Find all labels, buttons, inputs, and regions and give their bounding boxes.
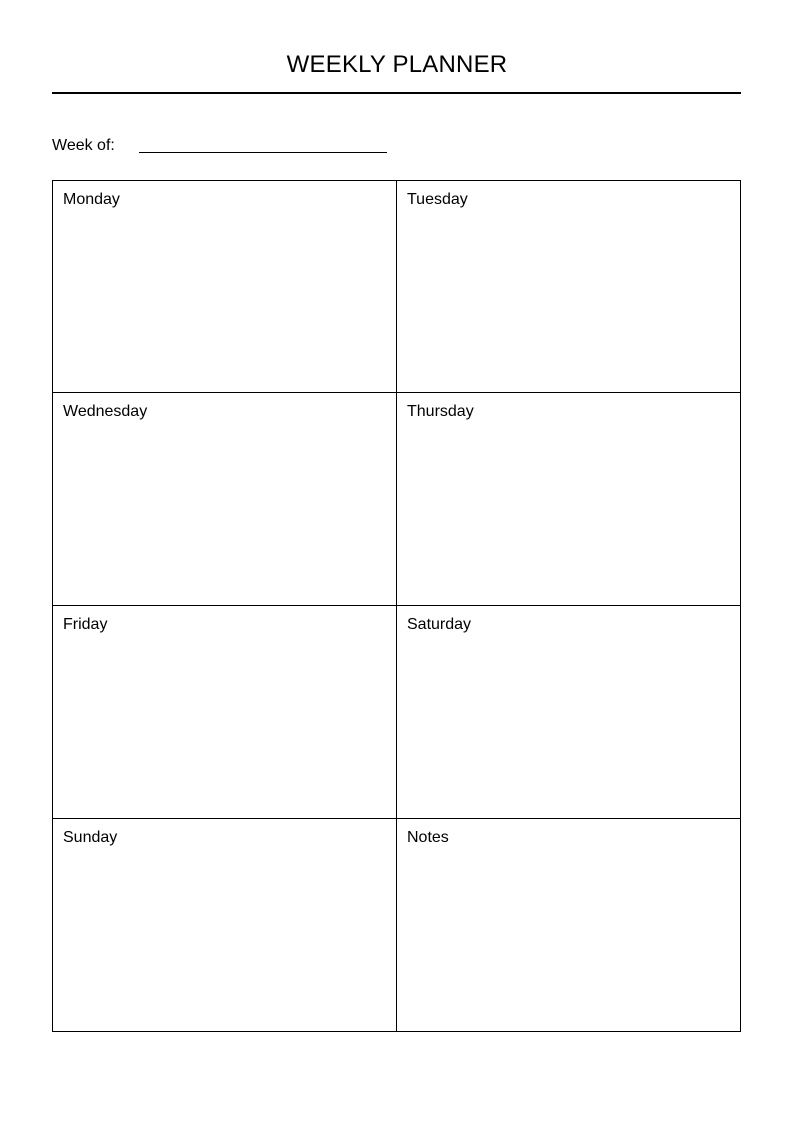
day-cell-wednesday[interactable] — [53, 393, 397, 606]
week-of-label: Week of: — [52, 137, 115, 154]
day-label-monday: Monday — [63, 191, 120, 208]
week-of-field[interactable] — [139, 152, 387, 153]
notes-cell[interactable] — [397, 819, 741, 1031]
page-title: WEEKLY PLANNER — [286, 51, 508, 78]
day-cell-thursday[interactable] — [397, 393, 741, 606]
day-cell-saturday[interactable] — [397, 606, 741, 819]
day-label-sunday: Sunday — [63, 829, 118, 846]
title-divider — [52, 92, 741, 94]
day-label-friday: Friday — [63, 616, 108, 633]
day-cell-friday[interactable] — [53, 606, 397, 819]
day-cell-tuesday[interactable] — [397, 181, 741, 393]
day-label-saturday: Saturday — [407, 616, 472, 633]
day-cell-monday[interactable] — [53, 181, 397, 393]
day-cell-sunday[interactable] — [53, 819, 397, 1031]
day-label-thursday: Thursday — [407, 403, 474, 420]
day-label-tuesday: Tuesday — [407, 191, 468, 208]
notes-label: Notes — [407, 829, 449, 846]
planner-grid — [52, 180, 741, 1032]
day-label-wednesday: Wednesday — [63, 403, 148, 420]
